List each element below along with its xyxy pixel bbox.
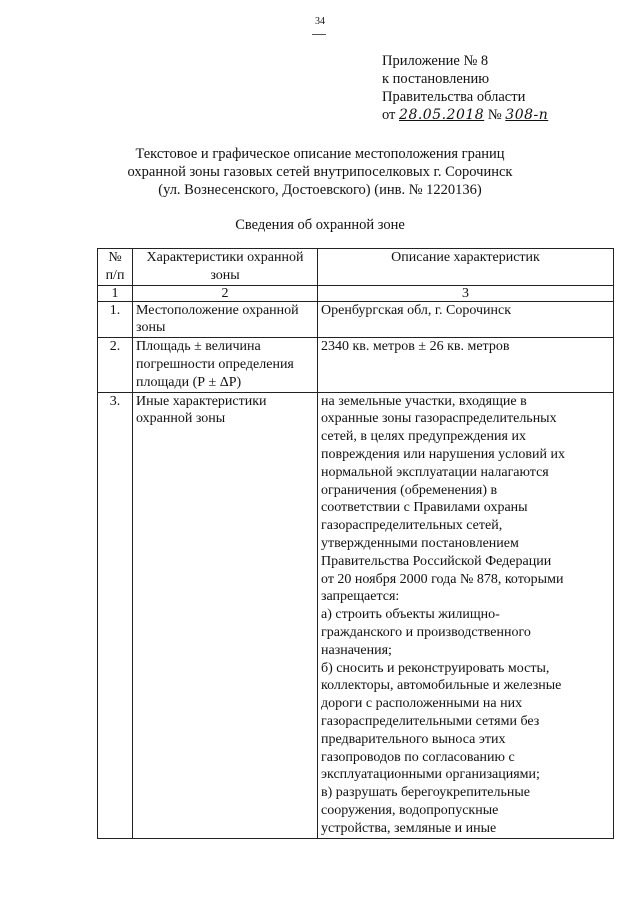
table-row (98, 338, 614, 392)
protection-zone-table (97, 248, 614, 839)
column-number: 2 (133, 285, 318, 301)
table-row (98, 392, 614, 838)
row-description (318, 392, 614, 838)
appendix-line-2: к постановлению (382, 71, 490, 87)
description-line: охранные зоны газораспределительных (321, 411, 557, 427)
scan-mark (312, 34, 326, 35)
document-title (90, 145, 550, 199)
description-line: запрещается: (321, 589, 400, 605)
appendix-line-3: Правительства области (382, 89, 526, 105)
row-number: 3. (98, 392, 133, 838)
description-line: утвержденными постановлением (321, 535, 519, 551)
description-line: повреждения или нарушения условий их (321, 446, 565, 462)
row-description: Оренбургская обл, г. Сорочинск (318, 301, 614, 338)
row-characteristic: Площадь ± величина погрешности определения площади (Р ± ΔР) (133, 338, 318, 392)
header-description: Описание характеристик (318, 249, 614, 286)
column-number-row (98, 285, 614, 301)
description-line: газораспределительных сетей, (321, 518, 503, 534)
from-prefix: от (382, 107, 396, 123)
table-row (98, 301, 614, 338)
title-line-1: Текстовое и графическое описание местоположения границ (135, 146, 505, 162)
description-line: эксплуатационными организациями; (321, 767, 540, 783)
description-line: назначения; (321, 642, 392, 658)
description-line: от 20 ноября 2000 года № 878, которыми (321, 571, 564, 587)
page-number: 34 (315, 16, 325, 27)
description-line: газопроводов по согласованию с (321, 749, 515, 765)
description-line: коллекторы, автомобильные и железные (321, 678, 562, 694)
description-line: предварительного выноса этих (321, 731, 506, 747)
description-line: ограничения (обременения) в (321, 482, 498, 498)
title-line-3: (ул. Вознесенского, Достоевского) (инв. № 1220136) (158, 182, 482, 198)
row-number: 1. (98, 301, 133, 338)
row-number: 2. (98, 338, 133, 392)
header-number: № п/п (98, 249, 133, 286)
row-characteristic: Иные характеристики охранной зоны (133, 392, 318, 838)
section-subtitle: Сведения об охранной зоне (235, 217, 405, 233)
description-line: дороги с расположенными на них (321, 696, 523, 712)
number-prefix: № (487, 107, 502, 123)
column-number: 1 (98, 285, 133, 301)
row-characteristic: Местоположение охранной зоны (133, 301, 318, 338)
description-line: а) строить объекты жилищно- (321, 607, 500, 623)
description-line: гражданского и производственного (321, 624, 531, 640)
appendix-block (382, 52, 548, 124)
description-line: устройства, земляные и иные (321, 820, 497, 836)
description-line: соответствии с Правилами охраны (321, 500, 528, 516)
table-header-row (98, 249, 614, 286)
description-line: сетей, в целях предупреждения их (321, 429, 526, 445)
description-line: на земельные участки, входящие в (321, 393, 527, 409)
handwritten-date: 28.05.2018 (399, 107, 485, 123)
row-description: 2340 кв. метров ± 26 кв. метров (318, 338, 614, 392)
description-line: газораспределительными сетями без (321, 713, 540, 729)
description-line: Правительства Российской Федерации (321, 553, 552, 569)
description-line: б) сносить и реконструировать мосты, (321, 660, 550, 676)
handwritten-number: 308-п (505, 107, 549, 123)
description-line: нормальной эксплуатации налагаются (321, 464, 549, 480)
description-line: сооружения, водопропускные (321, 802, 499, 818)
title-line-2: охранной зоны газовых сетей внутрипоселковых г. Сорочинск (127, 164, 513, 180)
appendix-line-1: Приложение № 8 (382, 53, 489, 69)
header-characteristic: Характеристики охранной зоны (133, 249, 318, 286)
appendix-date-line (382, 106, 548, 124)
column-number: 3 (318, 285, 614, 301)
description-line: в) разрушать берегоукрепительные (321, 785, 531, 801)
